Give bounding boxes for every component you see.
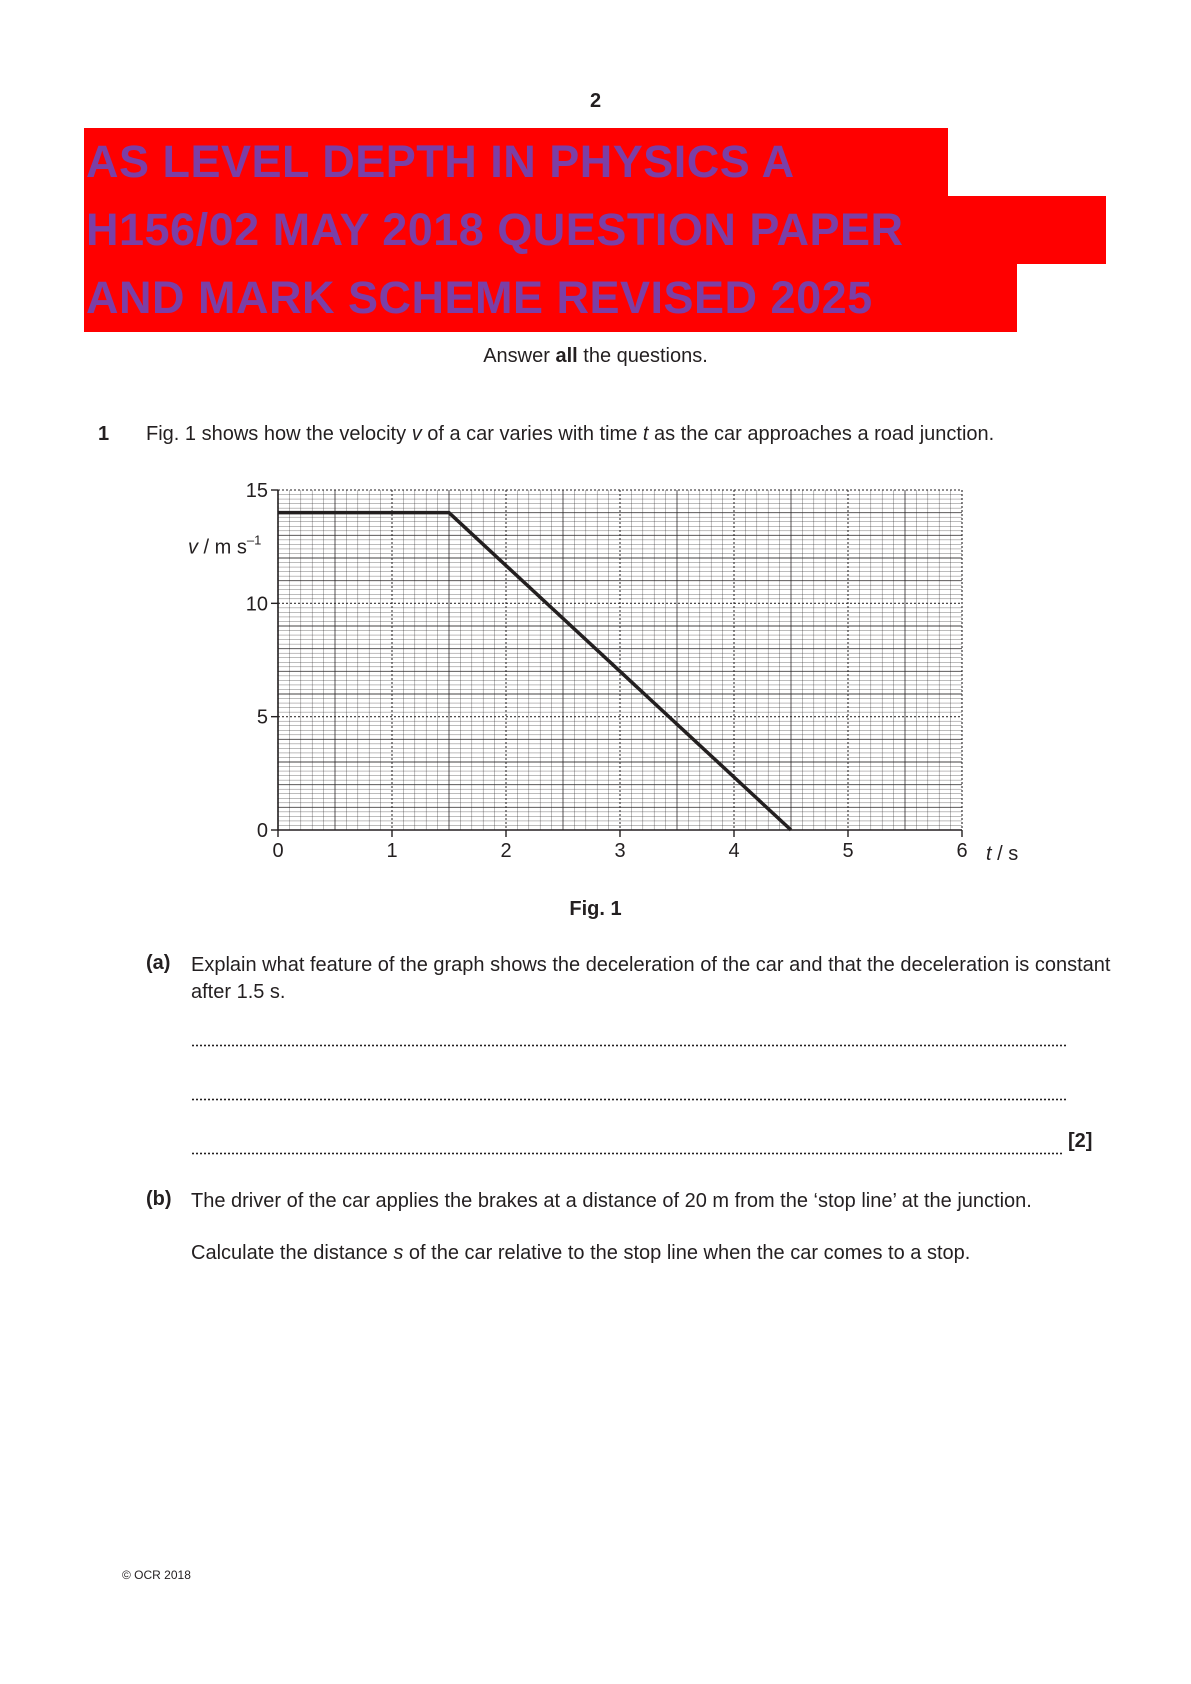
velocity-time-graph <box>160 470 1060 880</box>
x-tick-label: 3 <box>614 840 626 862</box>
y-tick-label: 10 <box>245 593 268 616</box>
x-axis-label: t / s <box>986 843 1019 865</box>
figure-caption: Fig. 1 <box>569 898 622 920</box>
answer-line[interactable] <box>191 1152 1063 1155</box>
banner-line-3: AND MARK SCHEME REVISED 2025 <box>84 264 1017 332</box>
part-a-text: Explain what feature of the graph shows the deceleration of the car and that the deceleration is constant after 1.5 s. <box>191 954 1111 1003</box>
answer-line[interactable] <box>191 1098 1066 1101</box>
x-tick-label: 4 <box>728 840 740 862</box>
question-number: 1 <box>98 423 110 445</box>
part-b-text: The driver of the car applies the brakes at a distance of 20 m from the ‘stop line’ at the junction. <box>191 1190 1032 1212</box>
instruction: Answer all the questions. <box>483 345 708 367</box>
copyright: © OCR 2018 <box>122 1568 191 1582</box>
x-tick-label: 0 <box>272 840 284 862</box>
page-number: 2 <box>589 90 602 112</box>
x-tick-label: 5 <box>842 840 854 862</box>
graph-grid <box>278 490 962 830</box>
answer-line[interactable] <box>191 1044 1066 1047</box>
question-stem: Fig. 1 shows how the velocity v of a car varies with time t as the car approaches a road junction. <box>146 423 995 445</box>
part-a-label: (a) <box>146 952 171 974</box>
x-tick-label: 1 <box>386 840 398 862</box>
y-axis-label: v / m $s^{-1}$ <box>188 532 262 559</box>
y-tick-label: 15 <box>245 480 268 502</box>
x-tick-label: 2 <box>500 840 512 862</box>
part-b-instruction: Calculate the distance s of the car relative to the stop line when the car comes to a stop. <box>191 1242 971 1264</box>
banner-line-2: H156/02 MAY 2018 QUESTION PAPER <box>84 196 1106 264</box>
marks-label: [2] <box>1068 1130 1093 1152</box>
y-tick-label: 5 <box>256 706 268 729</box>
x-tick-label: 6 <box>956 840 968 862</box>
y-tick-label: 0 <box>256 820 268 842</box>
banner-line-1: AS LEVEL DEPTH IN PHYSICS A <box>84 128 948 196</box>
part-b-label: (b) <box>146 1188 172 1210</box>
